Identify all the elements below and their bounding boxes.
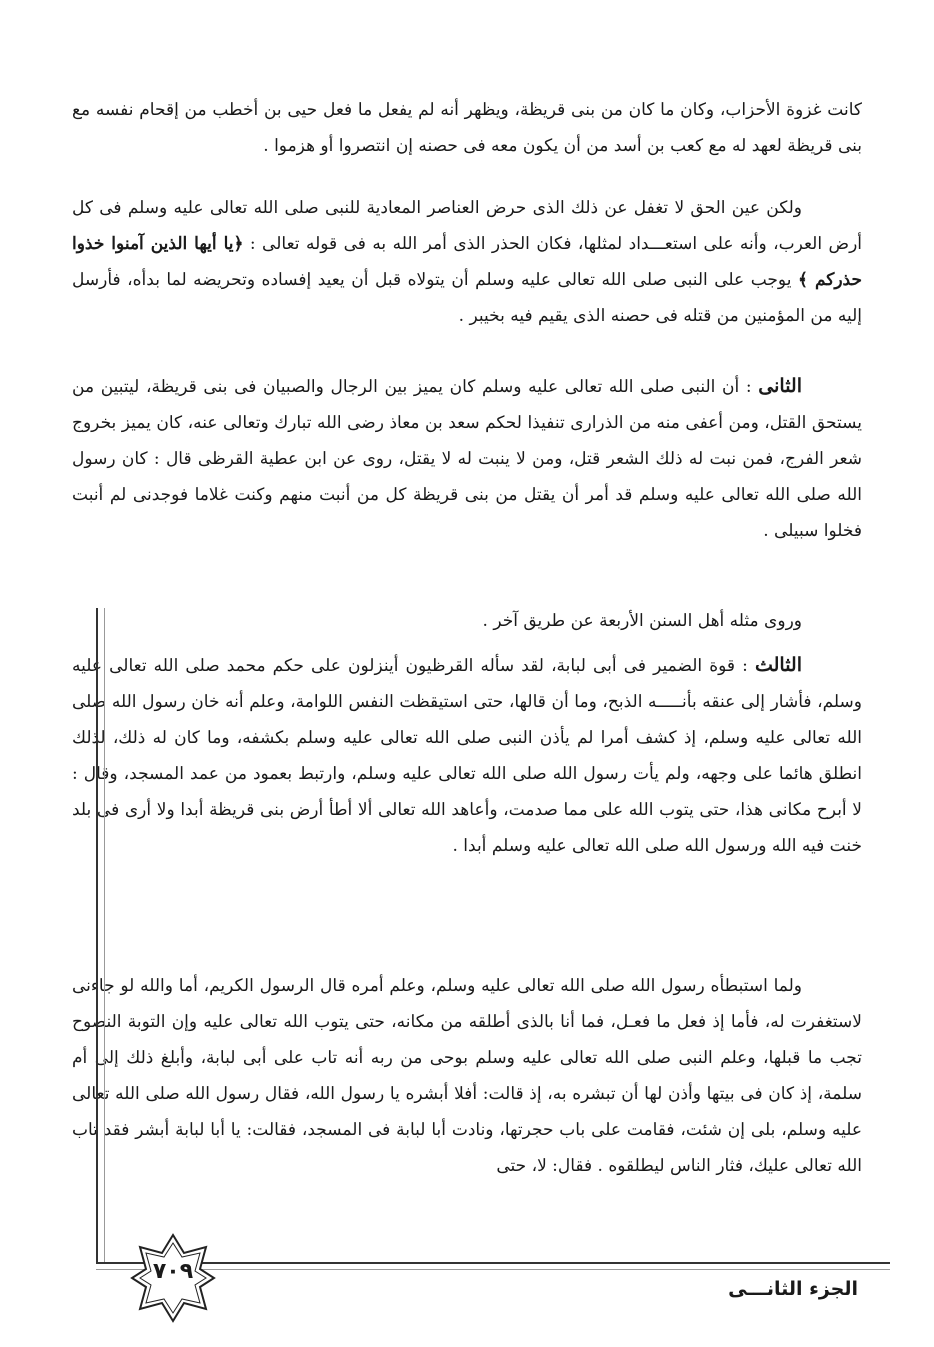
paragraph-4-5 (72, 603, 862, 864)
section-heading-second: الثانى (758, 375, 802, 397)
volume-label: الجزء الثانـــى (728, 1278, 858, 1300)
paragraph-text-part: يوجب على النبى صلى الله تعالى عليه وسلم أن يتولاه قبل أن يعيد إفساده وتحريضه لما بدأه، فأرسل إليه من المؤمنين من قتله فى حصنه الذى يقيم فيه بخيبر . (72, 270, 862, 326)
paragraph-text-part: ولكن عين الحق لا تغفل عن ذلك الذى حرض العناصر المعادية للنبى صلى الله تعالى عليه وسلم فى كل أرض العرب، وأنه على استعـــداد لمثلها، فكان الحذر الذى أمر الله به فى قوله تعالى : (72, 198, 863, 254)
page-frame-vertical-border (96, 608, 105, 1262)
paragraph-text (72, 368, 862, 549)
paragraph-text: ولما استبطأه رسول الله صلى الله تعالى عليه وسلم، وعلم أمره قال الرسول الكريم، أما والله لو جاءنى لاستغفرت له، فأما إذ فعل ما فعـل، فما أنا بالذى أطلقه من مكانه، حتى يتوب الله تعالى عليه وإن التوبة النصوح تجب ما قبلها، وعلم النبى صلى الله تعالى عليه وسلم بوحى من ربه أنه تاب على أبى لبابة، وأبلغ ذلك إلى أم سلمة، إذ كان فى بيتها وأذن لها أن تبشره به، إذ قالت: أفلا أبشره يا رسول الله، فقال رسول الله صلى الله تعالى عليه وسلم، بلى إن شئت، فقامت على باب حجرتها، ونادت أبا لبابة فى المسجد، فقالت: يا أبا لبابة أبشر فقد تاب الله تعالى عليك، فثار الناس ليطلقوه . فقال: لا، حتى (72, 976, 862, 1176)
paragraph-1 (72, 92, 862, 164)
paragraph-text (72, 647, 862, 864)
quran-verse: ﴿يا أيها الذين آمنوا خذوا حذركم ﴾ (72, 234, 862, 290)
paragraph-2 (72, 190, 862, 334)
paragraph-text-part: : أن النبى صلى الله تعالى عليه وسلم كان يميز بين الرجال والصبيان فى بنى قريظة، ليتبين من يستحق القتل، ومن أعفى منه من الذرارى تنفيذا لحكم سعد بن معاذ رضى الله تبارك وتعالى عنه، كان يميز بخروج شعر الفرج، فمن نبت له ذلك الشعر قتل، ومن لا ينبت له لا يقتل، روى عن ابن عطية القرظى قال : كان رسول الله صلى الله تعالى عليه وسلم قد أمر أن يقتل من بنى قريظة كل من أنبت منهم وكنت غلاما فوجدنى لم أنبت فخلوا سبيلى . (72, 377, 862, 541)
paragraph-text-part: : قوة الضمير فى أبى لبابة، لقد سأله القرظيون أينزلون على حكم محمد صلى الله تعالى عليه وسلم، فأشار إلى عنقه بأنـــــه الذبح، وما أن قالها، حتى استيقظت النفس اللوامة، وعلم أنه خان رسول الله صلى الله تعالى عليه وسلم، إذ كشف أمرا لم يأذن النبى صلى الله تعالى عليه وسلم بكشفه، وما كان له ذلك، لذلك انطلق هائما على وجهه، ولم يأت رسول الله صلى الله تعالى عليه وسلم، وارتبط بعمود من عمد المسجد، وقال : لا أبرح مكانى هذا، حتى يتوب الله على مما صدمت، وأعاهد الله تعالى ألا أطأ أرض بنى قريظة أبدا ولا أرى فى بلد خنت فيه الله ورسول الله صلى الله تعالى عليه وسلم أبدا . (72, 656, 862, 856)
page-number-badge (130, 1233, 216, 1323)
paragraph-6 (72, 968, 862, 1184)
paragraph-text: كانت غزوة الأحزاب، وكان ما كان من بنى قريظة، ويظهر أنه لم يفعل ما فعل حيى بن أخطب من إقحام نفسه مع بنى قريظة لعهد له مع كعب بن أسد من أن يكون معه فى حصنه إن انتصروا أو هزموا . (72, 100, 862, 156)
page-number: ٧٠٩ (152, 1259, 194, 1284)
paragraph-3 (72, 368, 862, 549)
section-heading-third: الثالث (754, 654, 802, 676)
paragraph-text: وروى مثله أهل السنن الأربعة عن طريق آخر . (482, 611, 802, 631)
paragraph-text (72, 190, 862, 334)
